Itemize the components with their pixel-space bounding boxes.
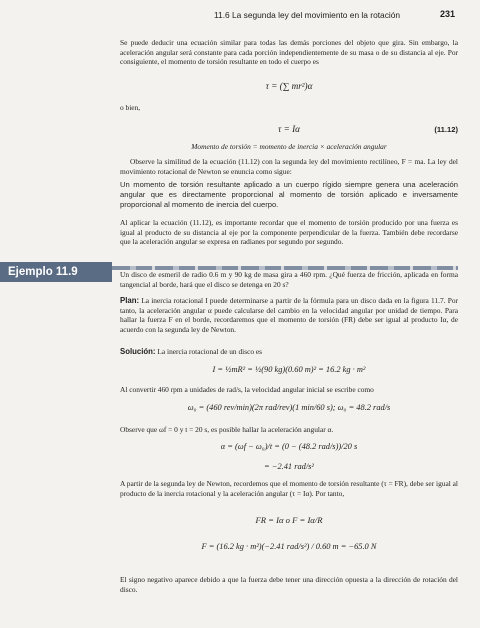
- convert-text: Al convertir 460 rpm a unidades de rad/s, la velocidad angular inicial se escribe como: [120, 385, 374, 394]
- solution-paragraph: [120, 347, 458, 357]
- solution-label: Solución:: [120, 347, 156, 356]
- equation-11-12: [120, 125, 458, 137]
- application-paragraph: Al aplicar la ecuación (11.12), es importante recordar que el momento de torsión producido por una fuerza es igual al producto de su distancia al eje por la componente perpendicular de la fuerza. También debe recordarse que la aceleración angular se expresa en radianes por segundo por segundo.: [120, 218, 458, 247]
- page-number: 231: [440, 9, 456, 19]
- section-title: 11.6 La segunda ley del movimiento en la rotación: [214, 10, 401, 20]
- newton-paragraph: A partir de la segunda ley de Newton, recordemos que el momento de torsión resultante (τ = FR), debe ser igual al producto de la inercia rotacional y la aceleración angular (τ = Iα). Por tanto,: [120, 479, 458, 498]
- force-result-equation: F = (16.2 kg · m²)(−2.41 rad/s²) / 0.60 m = −65.0 N: [201, 542, 377, 551]
- solution-intro: La inercia rotacional de un disco es: [157, 347, 263, 356]
- omega0-equation: ω₀ = (460 rev/min)(2π rad/rev)(1 min/60 s); ω₀ = 48.2 rad/s: [187, 403, 391, 412]
- equation-caption: Momento de torsión = momento de inercia × aceleración angular: [191, 142, 387, 151]
- alpha-equation: α = (ωf − ω₀)/t = (0 − (48.2 rad/s))/20 s: [220, 442, 358, 451]
- page-header: [0, 8, 480, 22]
- conclusion-paragraph: El signo negativo aparece debido a que la fuerza debe tener una dirección opuesta a la dirección de rotación del disco.: [120, 575, 458, 594]
- inertia-equation: I = ½mR² = ½(90 kg)(0.60 m)² = 16.2 kg · m²: [212, 365, 366, 374]
- equation-number: (11.12): [434, 125, 458, 134]
- observe-text: Observe que ωf = 0 y t = 20 s, es posible hallar la aceleración angular α.: [120, 425, 334, 434]
- example-problem: Un disco de esmeril de radio 0.6 m y 90 kg de masa gira a 460 rpm. ¿Qué fuerza de fricción, aplicada en forma tangencial al borde, hará que el disco se detenga en 20 s?: [120, 270, 458, 289]
- example-label: Ejemplo 11.9: [0, 262, 112, 282]
- intro-text: Se puede deducir una ecuación similar para todas las demás porciones del objeto que gira. Sin embargo, la aceleración angular será constante para cada porción independientemente de su masa o de su distancia al eje. Por consiguiente, el momento de torsión resultante en todo el cuerpo es: [120, 38, 458, 67]
- intro-paragraph: [120, 38, 458, 67]
- plan-paragraph: [120, 296, 458, 334]
- similarity-paragraph: Observe la similitud de la ecuación (11.12) con la segunda ley del movimiento rectilíneo, F = ma. La ley del movimiento rotacional de Newton se enuncia como sigue:: [120, 157, 458, 176]
- torque-equation: τ = Iα: [278, 124, 300, 134]
- force-relation-equation: FR = Iα o F = Iα/R: [255, 515, 323, 525]
- plan-label: Plan:: [120, 296, 140, 305]
- newton-rotation-statement: Un momento de torsión resultante aplicado a un cuerpo rígido siempre genera una aceleración angular que es directamente proporcional al momento de torsión aplicado e inversamente proporcional al momento de inercia del cuerpo.: [120, 180, 458, 209]
- torque-sum-equation: τ = (∑ mr²)α: [265, 81, 313, 91]
- alpha-result: = −2.41 rad/s²: [264, 462, 314, 471]
- o-bien-text: o bien,: [120, 103, 141, 112]
- plan-text: La inercia rotacional I puede determinarse a partir de la fórmula para un disco dada en la figura 11.7. Por tanto, la aceleración angular α puede calcularse del cambio en la velocidad angular por unidad de tiempo. Para hallar la fuerza F en el borde, recordaremos que el momento de torsión (FR) debe ser igual al producto Iα, de acuerdo con la segunda ley de Newton.: [120, 296, 458, 334]
